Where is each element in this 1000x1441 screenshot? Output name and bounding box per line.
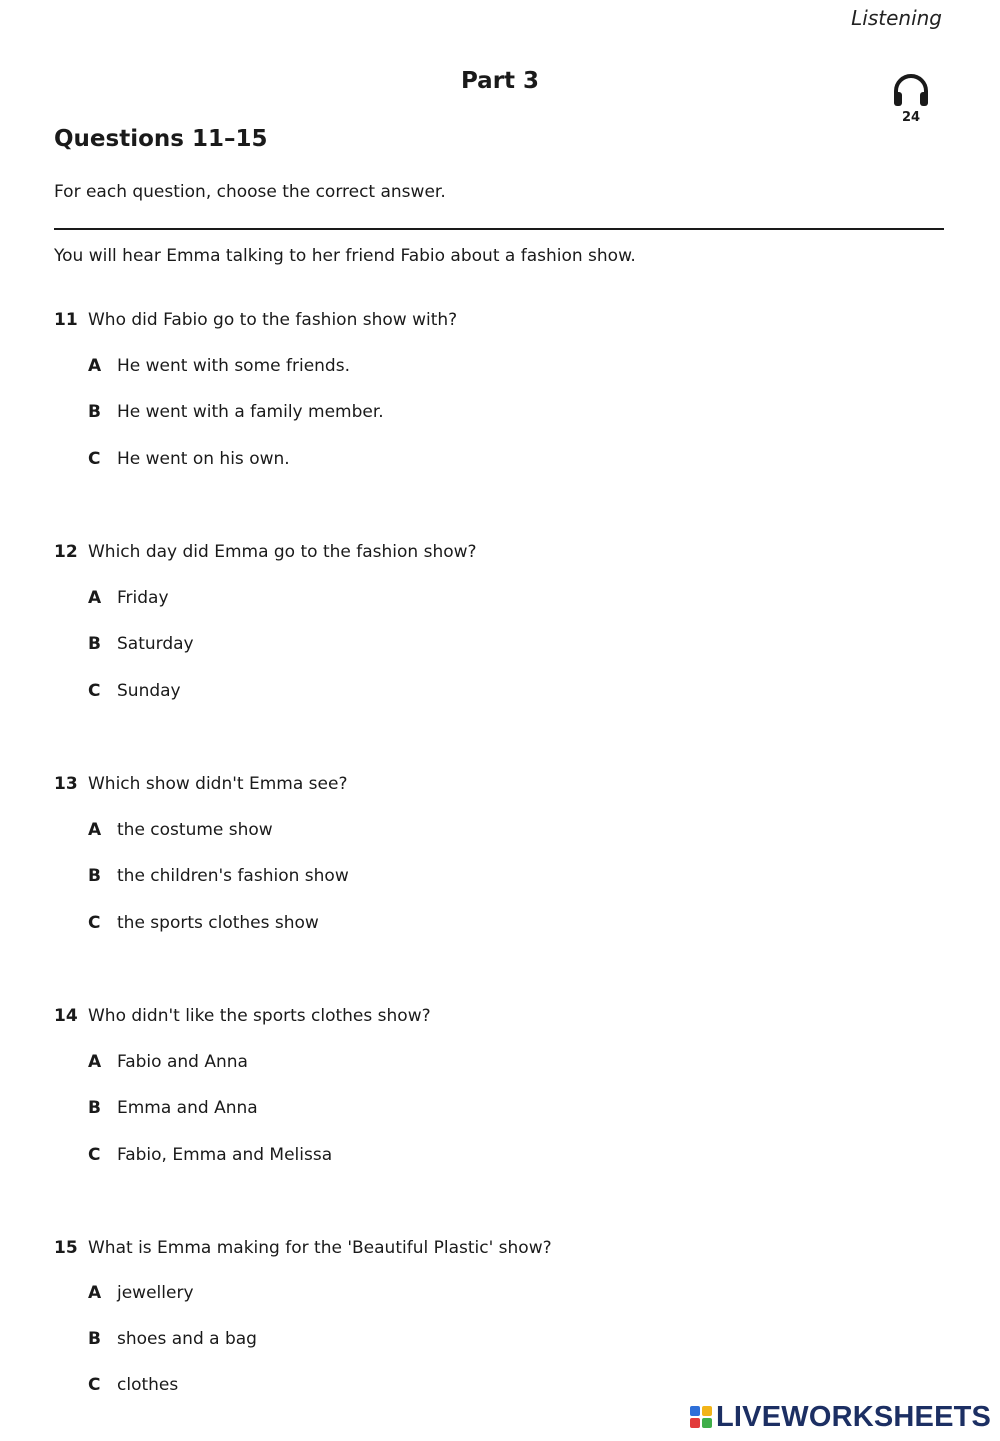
- question-text: What is Emma making for the 'Beautiful Plastic' show?: [88, 1238, 552, 1258]
- option-letter: A: [88, 588, 102, 608]
- option-text: the costume show: [117, 820, 273, 840]
- question-line: [54, 308, 934, 332]
- option-letter: B: [88, 866, 101, 886]
- option-text: the children's fashion show: [117, 866, 349, 886]
- option-letter: A: [88, 820, 102, 840]
- question-number: 15: [54, 1238, 78, 1258]
- section-label: Listening: [851, 6, 942, 30]
- question-12: [54, 540, 934, 701]
- option-text: Fabio and Anna: [117, 1052, 248, 1072]
- logo-square-green: [702, 1418, 712, 1428]
- option-b[interactable]: [88, 864, 349, 888]
- option-a[interactable]: [88, 586, 169, 610]
- question-number: 13: [54, 774, 78, 794]
- track-number: 24: [901, 110, 921, 125]
- questions-heading: Questions 11–15: [54, 126, 268, 152]
- option-a[interactable]: [88, 1050, 248, 1074]
- option-text: Sunday: [117, 681, 181, 701]
- context-text: You will hear Emma talking to her friend Fabio about a fashion show.: [54, 246, 636, 266]
- option-text: the sports clothes show: [117, 913, 319, 933]
- option-c[interactable]: [88, 1143, 332, 1167]
- option-a[interactable]: [88, 354, 350, 378]
- question-text: Which show didn't Emma see?: [88, 774, 348, 794]
- option-letter: A: [88, 356, 102, 376]
- question-line: [54, 1236, 934, 1260]
- part-title: Part 3: [460, 68, 540, 94]
- option-c[interactable]: [88, 911, 319, 935]
- option-text: jewellery: [117, 1283, 194, 1303]
- option-letter: B: [88, 1098, 101, 1118]
- question-11: [54, 308, 934, 469]
- option-text: Saturday: [117, 634, 194, 654]
- question-text: Which day did Emma go to the fashion show?: [88, 542, 477, 562]
- option-text: Emma and Anna: [117, 1098, 258, 1118]
- question-15: [54, 1236, 934, 1395]
- logo-mark-icon: [690, 1406, 712, 1428]
- question-14: [54, 1004, 934, 1165]
- option-text: He went on his own.: [117, 449, 290, 469]
- option-letter: C: [88, 913, 101, 933]
- question-number: 12: [54, 542, 78, 562]
- option-letter: C: [88, 1145, 101, 1165]
- option-letter: B: [88, 402, 101, 422]
- question-text: Who did Fabio go to the fashion show with?: [88, 310, 458, 330]
- question-line: [54, 772, 934, 796]
- option-letter: B: [88, 634, 101, 654]
- option-letter: A: [88, 1052, 102, 1072]
- question-line: [54, 1004, 934, 1028]
- logo-square-red: [690, 1418, 700, 1428]
- instruction-text: For each question, choose the correct answer.: [54, 182, 446, 202]
- headphones-icon: [890, 70, 932, 110]
- option-b[interactable]: [88, 1327, 257, 1351]
- question-line: [54, 540, 934, 564]
- option-text: He went with a family member.: [117, 402, 384, 422]
- option-a[interactable]: [88, 818, 273, 842]
- audio-track-indicator: [890, 70, 932, 130]
- divider: [54, 228, 944, 230]
- option-c[interactable]: [88, 679, 181, 703]
- question-13: [54, 772, 934, 933]
- option-letter: C: [88, 681, 101, 701]
- option-text: clothes: [117, 1375, 179, 1395]
- option-b[interactable]: [88, 632, 194, 656]
- option-c[interactable]: [88, 1373, 178, 1397]
- option-text: Fabio, Emma and Melissa: [117, 1145, 333, 1165]
- question-text: Who didn't like the sports clothes show?: [88, 1006, 431, 1026]
- liveworksheets-logo: [690, 1400, 991, 1434]
- option-b[interactable]: [88, 1096, 258, 1120]
- option-c[interactable]: [88, 447, 290, 471]
- option-text: Friday: [117, 588, 169, 608]
- logo-square-yellow: [702, 1406, 712, 1416]
- option-letter: C: [88, 449, 101, 469]
- option-letter: B: [88, 1329, 101, 1349]
- option-a[interactable]: [88, 1281, 194, 1305]
- option-letter: C: [88, 1375, 101, 1395]
- option-text: shoes and a bag: [117, 1329, 257, 1349]
- option-letter: A: [88, 1283, 102, 1303]
- question-number: 14: [54, 1006, 78, 1026]
- logo-text: LIVEWORKSHEETS: [716, 1400, 992, 1433]
- question-number: 11: [54, 310, 78, 330]
- logo-square-blue: [690, 1406, 700, 1416]
- option-text: He went with some friends.: [117, 356, 350, 376]
- option-b[interactable]: [88, 400, 384, 424]
